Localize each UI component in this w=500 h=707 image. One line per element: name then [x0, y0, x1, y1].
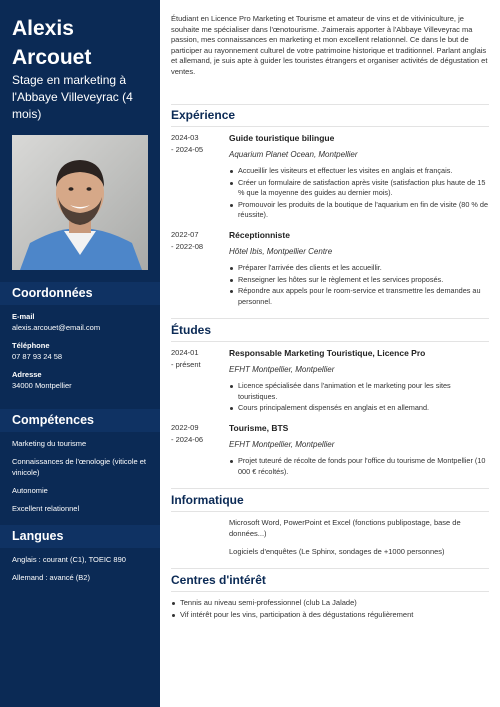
computing-item: Microsoft Word, PowerPoint et Excel (fonctions publipostage, base de données...)	[229, 518, 461, 538]
address-value: 34000 Montpellier	[12, 381, 72, 390]
divider	[171, 318, 489, 319]
entry-org: EFHT Montpellier, Montpellier	[229, 365, 335, 374]
entry-dates	[171, 347, 221, 371]
language-item: Anglais : courant (C1), TOEIC 890	[12, 555, 126, 564]
entry-bullets	[229, 456, 489, 478]
entry-org: Hôtel Ibis, Montpellier Centre	[229, 247, 333, 256]
entry-bullets	[229, 263, 489, 308]
bullet-item: Créer un formulaire de satisfaction après visite (satisfaction plus haute de 15 % que la moyenne des guides au dernier mois).	[229, 178, 489, 199]
languages-list	[12, 554, 152, 590]
date-end: - 2024-06	[171, 435, 204, 444]
profile-photo	[12, 135, 148, 270]
divider	[171, 104, 489, 105]
date-start: 2022-07	[171, 230, 199, 239]
bullet-item: Préparer l'arrivée des clients et les accueillir.	[229, 263, 489, 274]
email-value: alexis.arcouet@email.com	[12, 323, 101, 332]
date-end: - présent	[171, 360, 201, 369]
interests-heading: Centres d'intérêt	[171, 573, 266, 587]
entry-dates	[171, 229, 221, 253]
entry-org: EFHT Montpellier, Montpellier	[229, 440, 335, 449]
computing-heading: Informatique	[171, 493, 244, 507]
computing-item: Logiciels d'enquêtes (Le Sphinx, sondages de +1000 personnes)	[229, 547, 445, 556]
skills-heading: Compétences	[0, 409, 160, 432]
languages-heading: Langues	[0, 525, 160, 548]
phone-value: 07 87 93 24 58	[12, 352, 63, 361]
bullet-item: Cours principalement dispensés en anglais et en allemand.	[229, 403, 489, 414]
interest-item: Vif intérêt pour les vins, participation à des dégustations régulièrement	[171, 609, 489, 621]
entry-title: Tourisme, BTS	[229, 423, 289, 433]
sidebar	[0, 0, 160, 707]
skills-list	[12, 438, 152, 521]
last-name: Arcouet	[12, 46, 92, 69]
divider	[171, 488, 489, 489]
address-label: Adresse	[12, 370, 42, 379]
bullet-item: Répondre aux appels pour le room-service et transmettre les demandes au personnel.	[229, 286, 489, 307]
divider	[171, 568, 489, 569]
date-start: 2024-03	[171, 133, 199, 142]
language-item: Allemand : avancé (B2)	[12, 573, 90, 582]
candidate-name	[12, 14, 152, 72]
entry-title: Guide touristique bilingue	[229, 133, 335, 143]
entry-dates	[171, 132, 221, 156]
email-label: E-mail	[12, 312, 35, 321]
bullet-item: Accueillir les visiteurs et effectuer les visites en anglais et français.	[229, 166, 489, 177]
divider	[171, 511, 489, 512]
experience-heading: Expérience	[171, 108, 236, 122]
bullet-item: Promouvoir les produits de la boutique de l'aquarium en fin de visite (80 % de réussite).	[229, 200, 489, 221]
skill-item: Excellent relationnel	[12, 504, 80, 513]
phone-label: Téléphone	[12, 341, 50, 350]
divider	[171, 126, 489, 127]
entry-bullets	[229, 166, 489, 222]
date-end: - 2024-05	[171, 145, 204, 154]
skill-item: Autonomie	[12, 486, 48, 495]
first-name: Alexis	[12, 17, 74, 40]
entry-title: Réceptionniste	[229, 230, 290, 240]
education-heading: Études	[171, 323, 212, 337]
bullet-item: Licence spécialisée dans l'animation et le marketing pour les sites touristiques.	[229, 381, 489, 402]
interests-list	[171, 597, 489, 621]
date-start: 2024-01	[171, 348, 199, 357]
entry-title: Responsable Marketing Touristique, Licence Pro	[229, 348, 426, 358]
interest-item: Tennis au niveau semi-professionnel (club La Jalade)	[171, 597, 489, 609]
skill-item: Connaissances de l'œnologie (viticole et vinicole)	[12, 457, 147, 477]
intro-paragraph: Étudiant en Licence Pro Marketing et Tourisme et amateur de vins et de vitiviniculture, je souhaite me spécialiser dans l'œnotourisme. J'aimerais apporter à l'Abbaye Villeveyrac ma passion, mes connaissances en marketing et mon excellent relationnel. Ce dans le but de participer au rayonnement culturel de votre patrimoine historique et traditionnel. Parlant anglais et allemand, je suis apte à guider les touristes étrangers et organiser activités de dégustation et ventes.	[171, 14, 488, 76]
divider	[171, 591, 489, 592]
contact-heading: Coordonnées	[0, 282, 160, 305]
divider	[171, 341, 489, 342]
date-end: - 2022-08	[171, 242, 204, 251]
entry-bullets	[229, 381, 489, 415]
entry-org: Aquarium Planet Ocean, Montpellier	[229, 150, 358, 159]
job-target: Stage en marketing à l'Abbaye Villeveyrac (4 mois)	[12, 73, 133, 121]
date-start: 2022-09	[171, 423, 199, 432]
skill-item: Marketing du tourisme	[12, 439, 87, 448]
entry-dates	[171, 422, 221, 446]
bullet-item: Projet tuteuré de récolte de fonds pour l'office du tourisme de Montpellier (10 000 € récoltés).	[229, 456, 489, 477]
bullet-item: Renseigner les hôtes sur le règlement et les services proposés.	[229, 275, 489, 286]
